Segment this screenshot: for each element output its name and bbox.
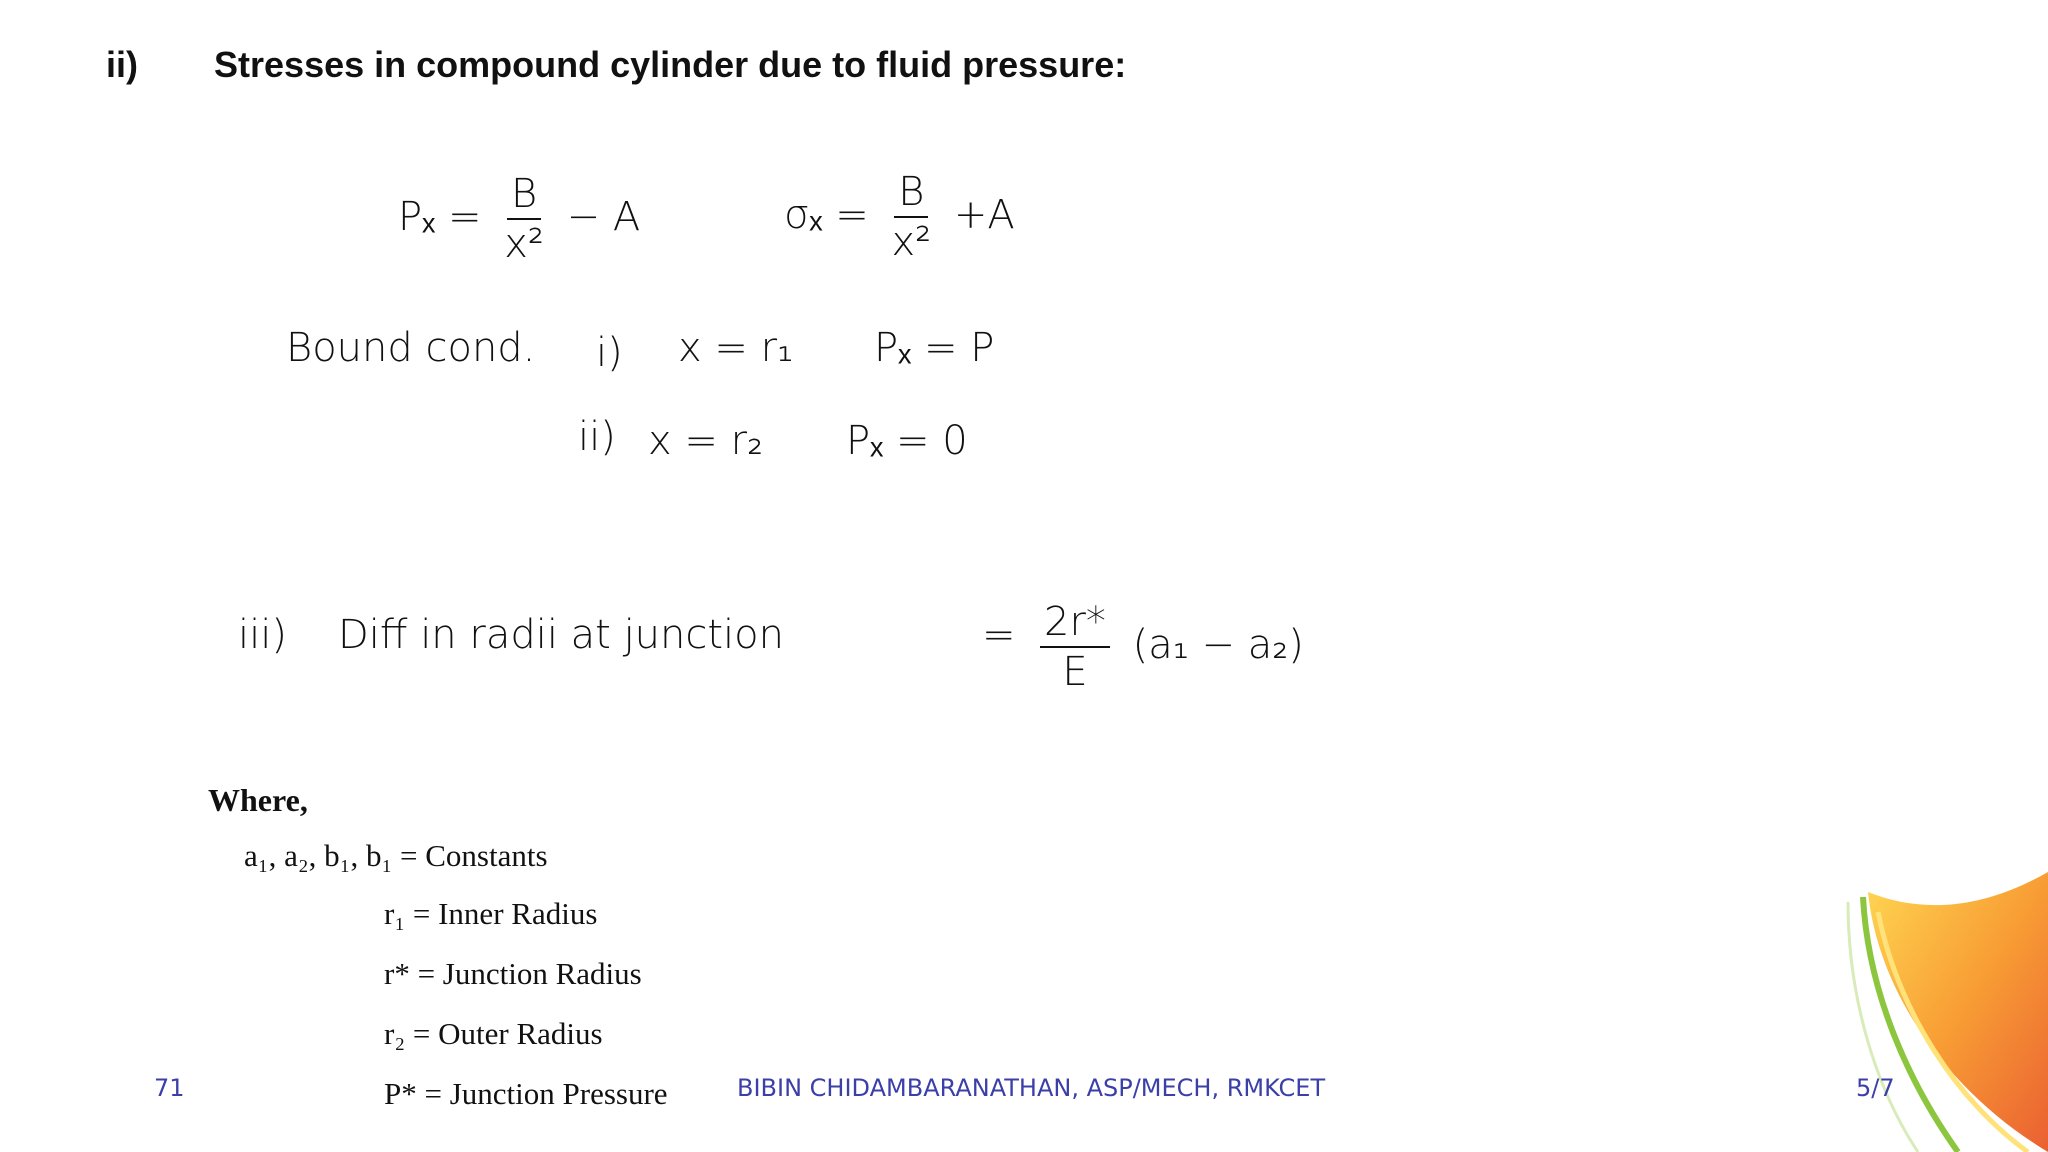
footer-author: BIBIN CHIDAMBARANATHAN, ASP/MECH, RMKCET (737, 1074, 1326, 1102)
boundary-2-number: ii) (578, 414, 616, 460)
sx-rest: +A (953, 192, 1015, 238)
px-rest: − A (566, 194, 641, 240)
junction-rest: (a₁ − a₂) (1132, 622, 1304, 668)
page-indicator: 5/7 (1856, 1074, 1895, 1102)
boundary-2-p: Pₓ = 0 (846, 418, 968, 464)
boundary-2-x: x = r₂ (648, 418, 764, 464)
definition-inner-radius: r₁ = Inner Radius (384, 896, 598, 931)
definition-outer-radius: r₂ = Outer Radius (384, 1016, 603, 1051)
definition-constants: a₁, a₂, b₁, b₁ = Constants (244, 838, 548, 873)
boundary-label: Bound cond. (286, 325, 536, 371)
px-numerator: B (507, 172, 541, 220)
junction-numerator: 2r* (1040, 600, 1110, 648)
boundary-1-number: i) (596, 330, 623, 376)
junction-fraction (1040, 600, 1110, 694)
section-heading (106, 44, 1126, 86)
px-fraction (504, 172, 544, 266)
boundary-1-p: Pₓ = P (874, 325, 995, 371)
definition-junction-pressure: P* = Junction Pressure (384, 1076, 668, 1111)
sx-fraction (891, 170, 931, 264)
junction-number: iii) (238, 612, 287, 658)
junction-denominator: E (1062, 649, 1088, 695)
sx-denominator: x² (891, 219, 932, 265)
junction-expression (1030, 600, 1304, 694)
sx-lhs: σₓ = (784, 192, 869, 238)
definition-junction-radius: r* = Junction Radius (384, 956, 642, 991)
junction-equals: = (982, 612, 1016, 658)
sigma-equation (784, 170, 1015, 264)
corner-swoosh-graphic (1808, 872, 2048, 1152)
junction-text: Diff in radii at junction (338, 612, 784, 658)
px-denominator: x² (504, 221, 544, 267)
where-title: Where, (208, 782, 308, 818)
section-title: Stresses in compound cylinder due to fluid pressure: (214, 44, 1127, 85)
px-equation (398, 172, 640, 266)
section-number: ii) (106, 44, 138, 85)
boundary-1-x: x = r₁ (678, 325, 794, 371)
px-lhs: Pₓ = (398, 194, 482, 240)
slide-number: 71 (154, 1074, 185, 1102)
sx-numerator: B (894, 170, 928, 218)
